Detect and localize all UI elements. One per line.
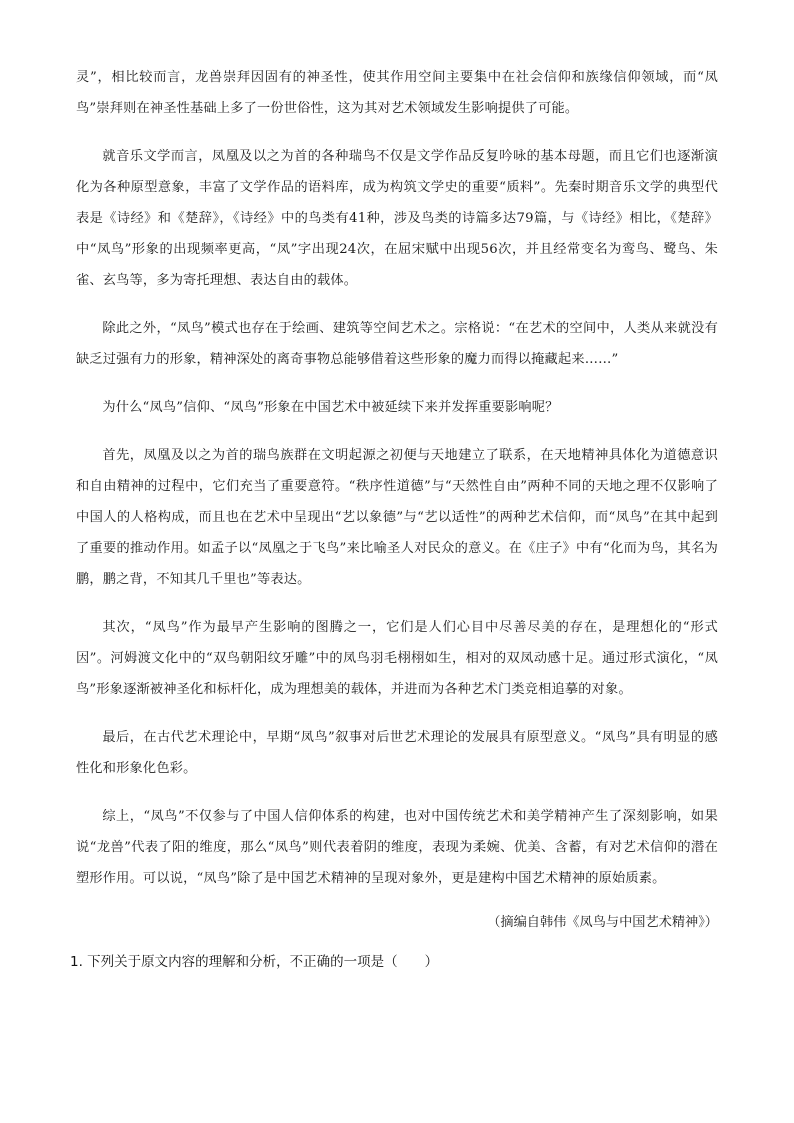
paragraph-second-reason: 其次，“凤鸟”作为最早产生影响的图腾之一，它们是人们心目中尽善尽美的存在，是理想化的“形式因”。河姆渡文化中的“双鸟朝阳纹牙雕”中的凤鸟羽毛栩栩如生，相对的双凤动感十足。通过形式演化，“凤鸟”形象逐渐被神圣化和标杆化，成为理想美的载体，并进而为各种艺术门类竞相追摹的对象。 [76, 620, 718, 697]
paragraph-music-literature: 就音乐文学而言，凤凰及以之为首的各种瑞鸟不仅是文学作品反复吟咏的基本母题，而且它们也逐渐演化为各种原型意象，丰富了文学作品的语料库，成为构筑文学史的重要“质料”。先秦时期音乐文学的典型代表是《诗经》和《楚辞》，《诗经》中的鸟类有41种，涉及鸟类的诗篇多达79篇，与《诗经》相比，《楚辞》中“凤鸟”形象的出现频率更高，“凤”字出现24次，在屈宋赋中出现56次，并且经常变名为鸾鸟、鹭鸟、朱雀、玄鸟等，多为寄托理想、表达自由的载体。 [76, 149, 718, 288]
source-citation: （摘编自韩伟《凤鸟与中国艺术精神》） [487, 915, 718, 930]
paragraph-question-why: 为什么“凤鸟”信仰、“凤鸟”形象在中国艺术中被延续下来并发挥重要影响呢？ [102, 400, 559, 415]
paragraph-conclusion: 综上，“凤鸟”不仅参与了中国人信仰体系的构建，也对中国传统艺术和美学精神产生了深刻影响，如果说“龙兽”代表了阳的维度，那么“凤鸟”则代表着阴的维度，表现为柔婉、优美、含蓄，有对艺术信仰的潜在塑形作用。可以说，“凤鸟”除了是中国艺术精神的呈现对象外，更是建构中国艺术精神的原始质素。 [76, 809, 718, 886]
paragraph-continued: 灵”，相比较而言，龙兽崇拜因固有的神圣性，使其作用空间主要集中在社会信仰和族缘信仰领域，而“凤鸟”崇拜则在神圣性基础上多了一份世俗性，这为其对艺术领域发生影响提供了可能。 [76, 70, 718, 116]
paragraph-third-reason: 最后，在古代艺术理论中，早期“凤鸟”叙事对后世艺术理论的发展具有原型意义。“凤鸟”具有明显的感性化和形象化色彩。 [76, 730, 718, 776]
paragraph-spatial-art: 除此之外，“凤鸟”模式也存在于绘画、建筑等空间艺术之。宗格说：“在艺术的空间中，人类从来就没有缺乏过强有力的形象，精神深处的离奇事物总能够借着这些形象的魔力而得以掩藏起来……” [76, 321, 718, 367]
paragraph-first-reason: 首先，凤凰及以之为首的瑞鸟族群在文明起源之初便与天地建立了联系，在天地精神具体化为道德意识和自由精神的过程中，它们充当了重要意符。“秩序性道德”与“天然性自由”两种不同的天地之理不仅影响了中国人的人格构成，而且也在艺术中呈现出“艺以象德”与“艺以适性”的两种艺术信仰，而“凤鸟”在其中起到了重要的推动作用。如孟子以“凤凰之于飞鸟”来比喻圣人对民众的意义。在《庄子》中有“化而为鸟，其名为鹏，鹏之背，不知其几千里也”等表达。 [76, 448, 718, 587]
question-1: 1. 下列关于原文内容的理解和分析，不正确的一项是（ ） [70, 954, 439, 970]
document-page [70, 62, 718, 976]
